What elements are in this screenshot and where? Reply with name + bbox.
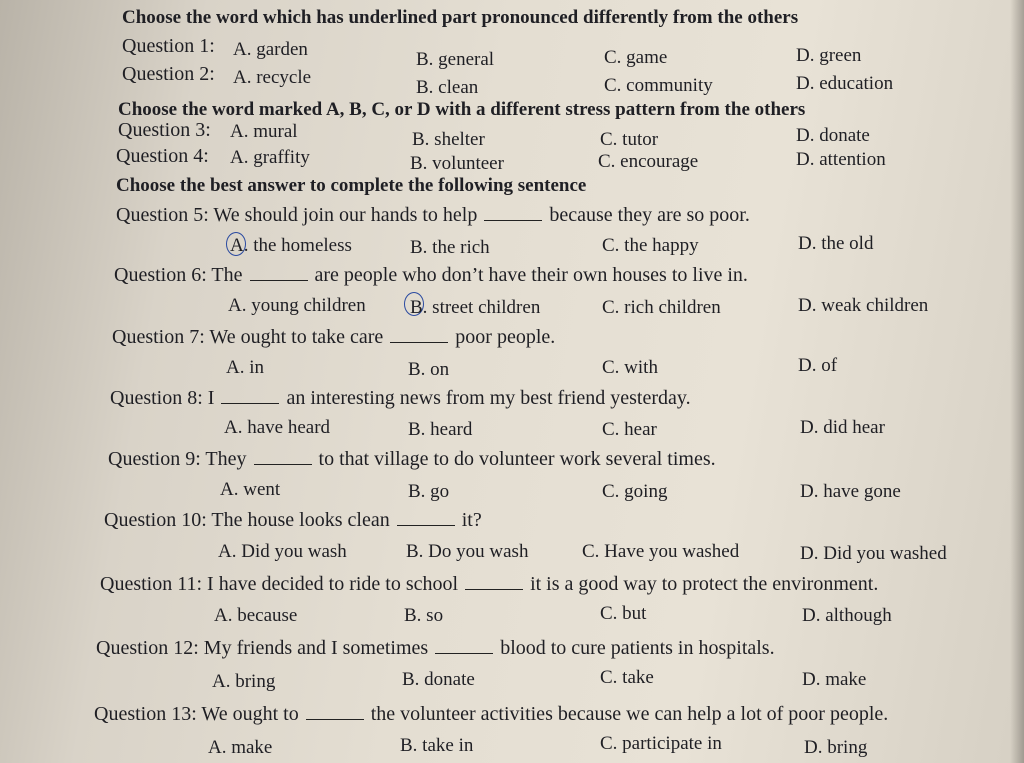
question-4-option-d: D. attention	[796, 149, 886, 170]
question-3-option-c: C. tutor	[600, 129, 659, 150]
question-10-stem	[104, 508, 482, 532]
question-7-stem	[112, 325, 555, 349]
question-10-option-d: D. Did you washed	[800, 543, 947, 564]
question-13-label: Question 13:	[94, 703, 197, 725]
question-7-blank	[390, 328, 448, 343]
question-7-option-b: B. on	[408, 359, 450, 380]
section-2-heading: Choose the word marked A, B, C, or D with a different stress pattern from the others	[118, 99, 806, 120]
question-8-option-c: C. hear	[602, 419, 657, 440]
question-9-label: Question 9:	[108, 448, 201, 470]
question-7-option-c: C. with	[602, 357, 658, 378]
question-6-text-after: are people who don’t have their own houses to live in.	[314, 264, 748, 286]
question-9-option-d: D. have gone	[800, 481, 901, 502]
question-7-text-before: We ought to take care	[209, 326, 384, 348]
question-5-option-a: A. the homeless	[230, 235, 352, 256]
question-3-option-b: B. shelter	[412, 129, 485, 150]
question-1-label: Question 1:	[122, 35, 215, 57]
question-12-blank	[435, 639, 493, 654]
question-8-text-after: an interesting news from my best friend yesterday.	[286, 387, 691, 409]
question-4-option-a: A. graffity	[230, 147, 310, 168]
question-6-blank	[250, 266, 308, 281]
question-13-text-before: We ought to	[201, 703, 299, 725]
question-5-text-after: because they are so poor.	[549, 204, 750, 226]
question-12-label: Question 12:	[96, 637, 199, 659]
question-8-label: Question 8:	[110, 387, 203, 409]
question-11-option-a: A. because	[214, 605, 298, 626]
question-10-blank	[397, 511, 455, 526]
question-7-text-after: poor people.	[455, 326, 556, 348]
question-4-option-c: C. encourage	[598, 151, 699, 172]
question-1-option-d: D. green	[796, 45, 862, 66]
question-12-option-a: A. bring	[212, 671, 276, 692]
question-2-option-b: B. clean	[416, 77, 479, 98]
question-9-blank	[254, 450, 312, 465]
question-6-option-c: C. rich children	[602, 297, 721, 318]
question-9-text-after: to that village to do volunteer work several times.	[318, 448, 716, 470]
question-11-text-after: it is a good way to protect the environment.	[530, 573, 879, 595]
question-10-text-before: The house looks clean	[211, 509, 390, 531]
question-13-option-a: A. make	[208, 737, 273, 758]
question-9-stem	[108, 447, 716, 471]
question-10-option-a: A. Did you wash	[218, 541, 347, 562]
question-3-label: Question 3:	[118, 119, 211, 141]
question-13-option-c: C. participate in	[600, 733, 722, 754]
question-11-option-b: B. so	[404, 605, 444, 626]
question-1-option-a: A. garden	[233, 39, 308, 60]
question-9-option-c: C. going	[602, 481, 668, 502]
question-6-option-b: B. street children	[410, 297, 541, 318]
question-9-option-a: A. went	[220, 479, 281, 500]
question-10-option-b: B. Do you wash	[406, 541, 529, 562]
question-1-option-b: B. general	[416, 49, 495, 70]
question-13-option-b: B. take in	[400, 735, 474, 756]
question-5-blank	[484, 206, 542, 221]
question-8-stem	[110, 386, 691, 410]
question-4-label: Question 4:	[116, 145, 209, 167]
question-12-option-c: C. take	[600, 667, 654, 688]
question-11-option-d: D. although	[802, 605, 892, 626]
question-11-label: Question 11:	[100, 573, 203, 595]
question-7-option-a: A. in	[226, 357, 264, 378]
question-8-option-a: A. have heard	[224, 417, 331, 438]
question-3-option-d: D. donate	[796, 125, 870, 146]
question-11-text-before: I have decided to ride to school	[207, 573, 459, 595]
question-3-option-a: A. mural	[230, 121, 298, 142]
question-5-label: Question 5:	[116, 204, 209, 226]
question-6-option-a: A. young children	[228, 295, 366, 316]
question-2-option-d: D. education	[796, 73, 894, 94]
question-5-stem	[116, 203, 750, 227]
question-6-option-d: D. weak children	[798, 295, 929, 316]
question-1-option-c: C. game	[604, 47, 668, 68]
question-4-option-b: B. volunteer	[410, 153, 504, 174]
question-6-text-before: The	[211, 264, 243, 286]
question-12-option-d: D. make	[802, 669, 867, 690]
question-8-blank	[221, 389, 279, 404]
question-5-option-b: B. the rich	[410, 237, 490, 258]
question-11-option-c: C. but	[600, 603, 647, 624]
question-2-option-a: A. recycle	[233, 67, 312, 88]
question-10-label: Question 10:	[104, 509, 207, 531]
question-10-text-after: it?	[461, 509, 482, 531]
question-8-option-b: B. heard	[408, 419, 473, 440]
question-13-blank	[306, 705, 364, 720]
question-5-option-d: D. the old	[798, 233, 874, 254]
question-12-stem	[96, 636, 775, 660]
question-8-text-before: I	[207, 387, 215, 409]
question-5-text-before: We should join our hands to help	[213, 204, 478, 226]
question-6-stem	[114, 263, 748, 287]
question-10-option-c: C. Have you washed	[582, 541, 740, 562]
question-2-option-c: C. community	[604, 75, 713, 96]
question-8-option-d: D. did hear	[800, 417, 885, 438]
page-edge-shadow	[1010, 0, 1024, 763]
question-11-stem	[100, 572, 878, 596]
question-12-text-before: My friends and I sometimes	[203, 637, 429, 659]
section-3-heading: Choose the best answer to complete the following sentence	[116, 175, 587, 196]
question-7-label: Question 7:	[112, 326, 205, 348]
question-9-text-before: They	[205, 448, 247, 470]
question-7-option-d: D. of	[798, 355, 838, 376]
question-13-stem	[94, 702, 888, 726]
question-13-text-after: the volunteer activities because we can help a lot of poor people.	[370, 703, 889, 725]
question-9-option-b: B. go	[408, 481, 450, 502]
section-1-heading: Choose the word which has underlined part pronounced differently from the others	[122, 7, 799, 28]
question-5-option-c: C. the happy	[602, 235, 699, 256]
question-2-label: Question 2:	[122, 63, 215, 85]
question-11-blank	[465, 575, 523, 590]
question-12-text-after: blood to cure patients in hospitals.	[500, 637, 775, 659]
question-6-label: Question 6:	[114, 264, 207, 286]
question-13-option-d: D. bring	[804, 737, 868, 758]
question-12-option-b: B. donate	[402, 669, 475, 690]
